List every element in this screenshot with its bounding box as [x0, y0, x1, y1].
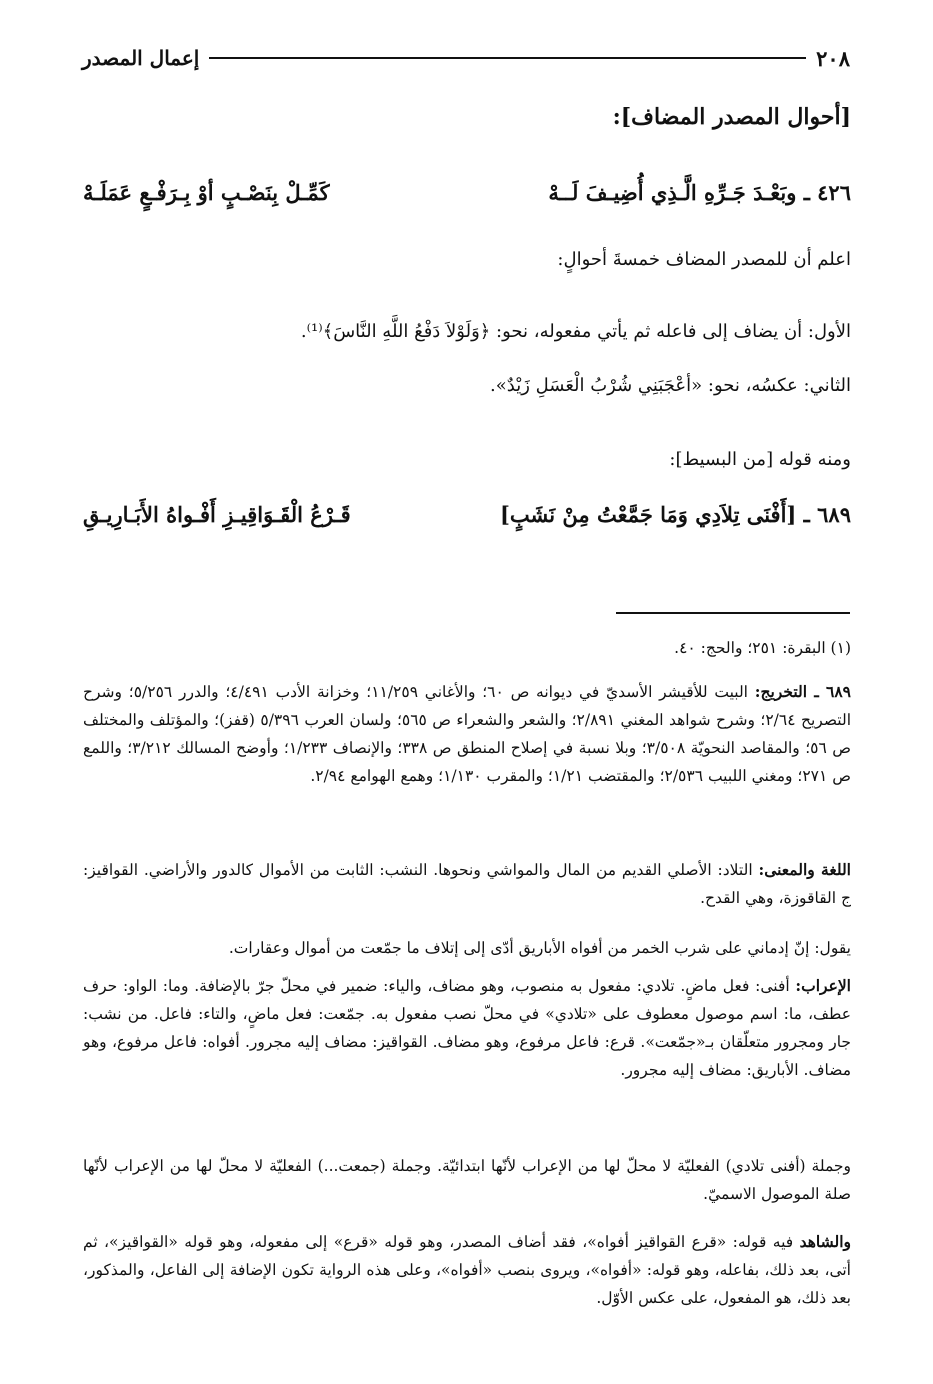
footnote-separator	[616, 612, 850, 614]
takhrij-label: ٦٨٩ ـ التخريج:	[754, 682, 851, 701]
lugha-note	[83, 856, 851, 912]
yaqul-note: يقول: إنّ إدماني على شرب الخمر من أفواه الأباريق أدّى إلى إتلاف ما جمّعت من أموال وعقارات.	[228, 939, 851, 957]
verse-426-second-hemistich: كَمِّـلْ بِنَصْـبٍ أوْ بِـرَفْـعٍ عَمَلَـهْ	[83, 180, 330, 205]
case-one-paragraph: الأول: أن يضاف إلى فاعله ثم يأتي مفعوله، نحو: ﴿وَلَوْلاَ دَفْعُ اللَّهِ النَّاسَ﴾⁽¹⁾.	[300, 321, 851, 342]
lugha-text: التلاد: الأصلي القديم من المال والمواشي ونحوها. النشب: الثابت من الأموال كالدور والأراضي. القواقيز: ج القاقوزة، وهي القدح.	[83, 861, 851, 907]
lugha-label: اللغة والمعنى:	[758, 860, 851, 879]
verse-426	[83, 180, 851, 216]
takhrij-note	[83, 678, 851, 790]
verse-689-first-hemistich: ٦٨٩ ـ [أَفْنَى تِلاَدِي وَمَا جَمَّعْتُ مِنْ نَشَبٍ]	[499, 502, 851, 527]
case-two-paragraph: الثاني: عكسُه، نحو: «أعْجَبَنِي شُرْبُ الْعَسَلِ زَيْدٌ».	[490, 375, 851, 396]
footnote-1: (١) البقرة: ٢٥١؛ والحج: ٤٠.	[674, 639, 851, 657]
chapter-title: إعمال المصدر	[82, 46, 200, 70]
shahid-text: فيه قوله: «قرع القواقيز أفواه»، فقد أضاف المصدر، وهو قوله «قرع» إلى مفعوله، وهو قوله «القواقيز»، ثم أتى، بعد ذلك، بفاعله، وهو قوله: «أفواه»، ويروى بنصب «أفواه»، وعلى هذه الرواية تكون الإضافة إلى الفاعل، والمذكور، بعد ذلك، هو المفعول، على عكس الأوّل.	[83, 1233, 851, 1307]
intro-paragraph: اعلم أن للمصدر المضاف خمسةَ أحوالٍ:	[557, 249, 851, 270]
verse-689-second-hemistich: قَـرْعُ الْقَـوَاقِيـزِ أَفْـواهُ الأَبَـارِيـقِ	[83, 502, 351, 527]
section-title: [أحوال المصدر المضاف]:	[612, 104, 851, 130]
header-rule	[209, 57, 806, 59]
page-number: ٢٠٨	[816, 45, 850, 71]
irab-note	[83, 972, 851, 1084]
running-head	[82, 40, 850, 76]
verse-689	[83, 502, 851, 538]
jumla-note: وجملة (أفنى تلادي) الفعليّة لا محلّ لها من الإعراب لأنّها ابتدائيّة. وجملة (جمعت...) الفعليّة لا محلّ لها من الإعراب لأنّها صلة الموصول الاسميّ.	[83, 1157, 851, 1203]
irab-text: أفنى: فعل ماضٍ. تلادي: مفعول به منصوب، وهو مضاف، والياء: ضمير في محلّ جرّ بالإضافة. وما: الواو: حرف عطف، ما: اسم موصول معطوف على «تلادي» في محلّ نصب مفعول به. جمّعت: فعل ماضٍ، والتاء: فاعل. من نشب: جار ومجرور متعلّقان بـ«جمّعت». قرع: فاعل مرفوع، وهو مضاف. القواقيز: مضاف إليه مجرور. أفواه: فاعل مرفوع، وهو مضاف. الأباريق: مضاف إليه مجرور.	[83, 977, 851, 1079]
meter-intro: ومنه قوله [من البسيط]:	[669, 449, 851, 470]
verse-426-first-hemistich: ٤٢٦ ـ وبَعْـدَ جَـرِّهِ الَّـذِي أُضِيـفَ لَــهْ	[548, 180, 851, 205]
shahid-note	[83, 1228, 851, 1312]
shahid-label: والشاهد	[799, 1232, 851, 1251]
takhrij-text: البيت للأقيشر الأسديّ في ديوانه ص ٦٠؛ والأغاني ١١/٢٥٩؛ وخزانة الأدب ٤/٤٩١؛ والدرر ٥/٢٥٦؛ وشرح التصريح ٢/٦٤؛ وشرح شواهد المغني ٢/٨٩١؛ والشعر والشعراء ص ٥٦٥؛ ولسان العرب ٥/٣٩٦ (قفز)؛ والمؤتلف والمختلف ص ٥٦؛ والمقاصد النحويّة ٣/٥٠٨؛ وبلا نسبة في إصلاح المنطق ص ٣٣٨؛ والإنصاف ١/٢٣٣؛ وأوضح المسالك ٣/٢١٢؛ واللمع ص ٢٧١؛ ومغني اللبيب ٢/٥٣٦؛ والمقتضب ١/٢١؛ والمقرب ١/١٣٠؛ وهمع الهوامع ٢/٩٤.	[83, 683, 851, 785]
irab-label: الإعراب:	[795, 976, 851, 995]
